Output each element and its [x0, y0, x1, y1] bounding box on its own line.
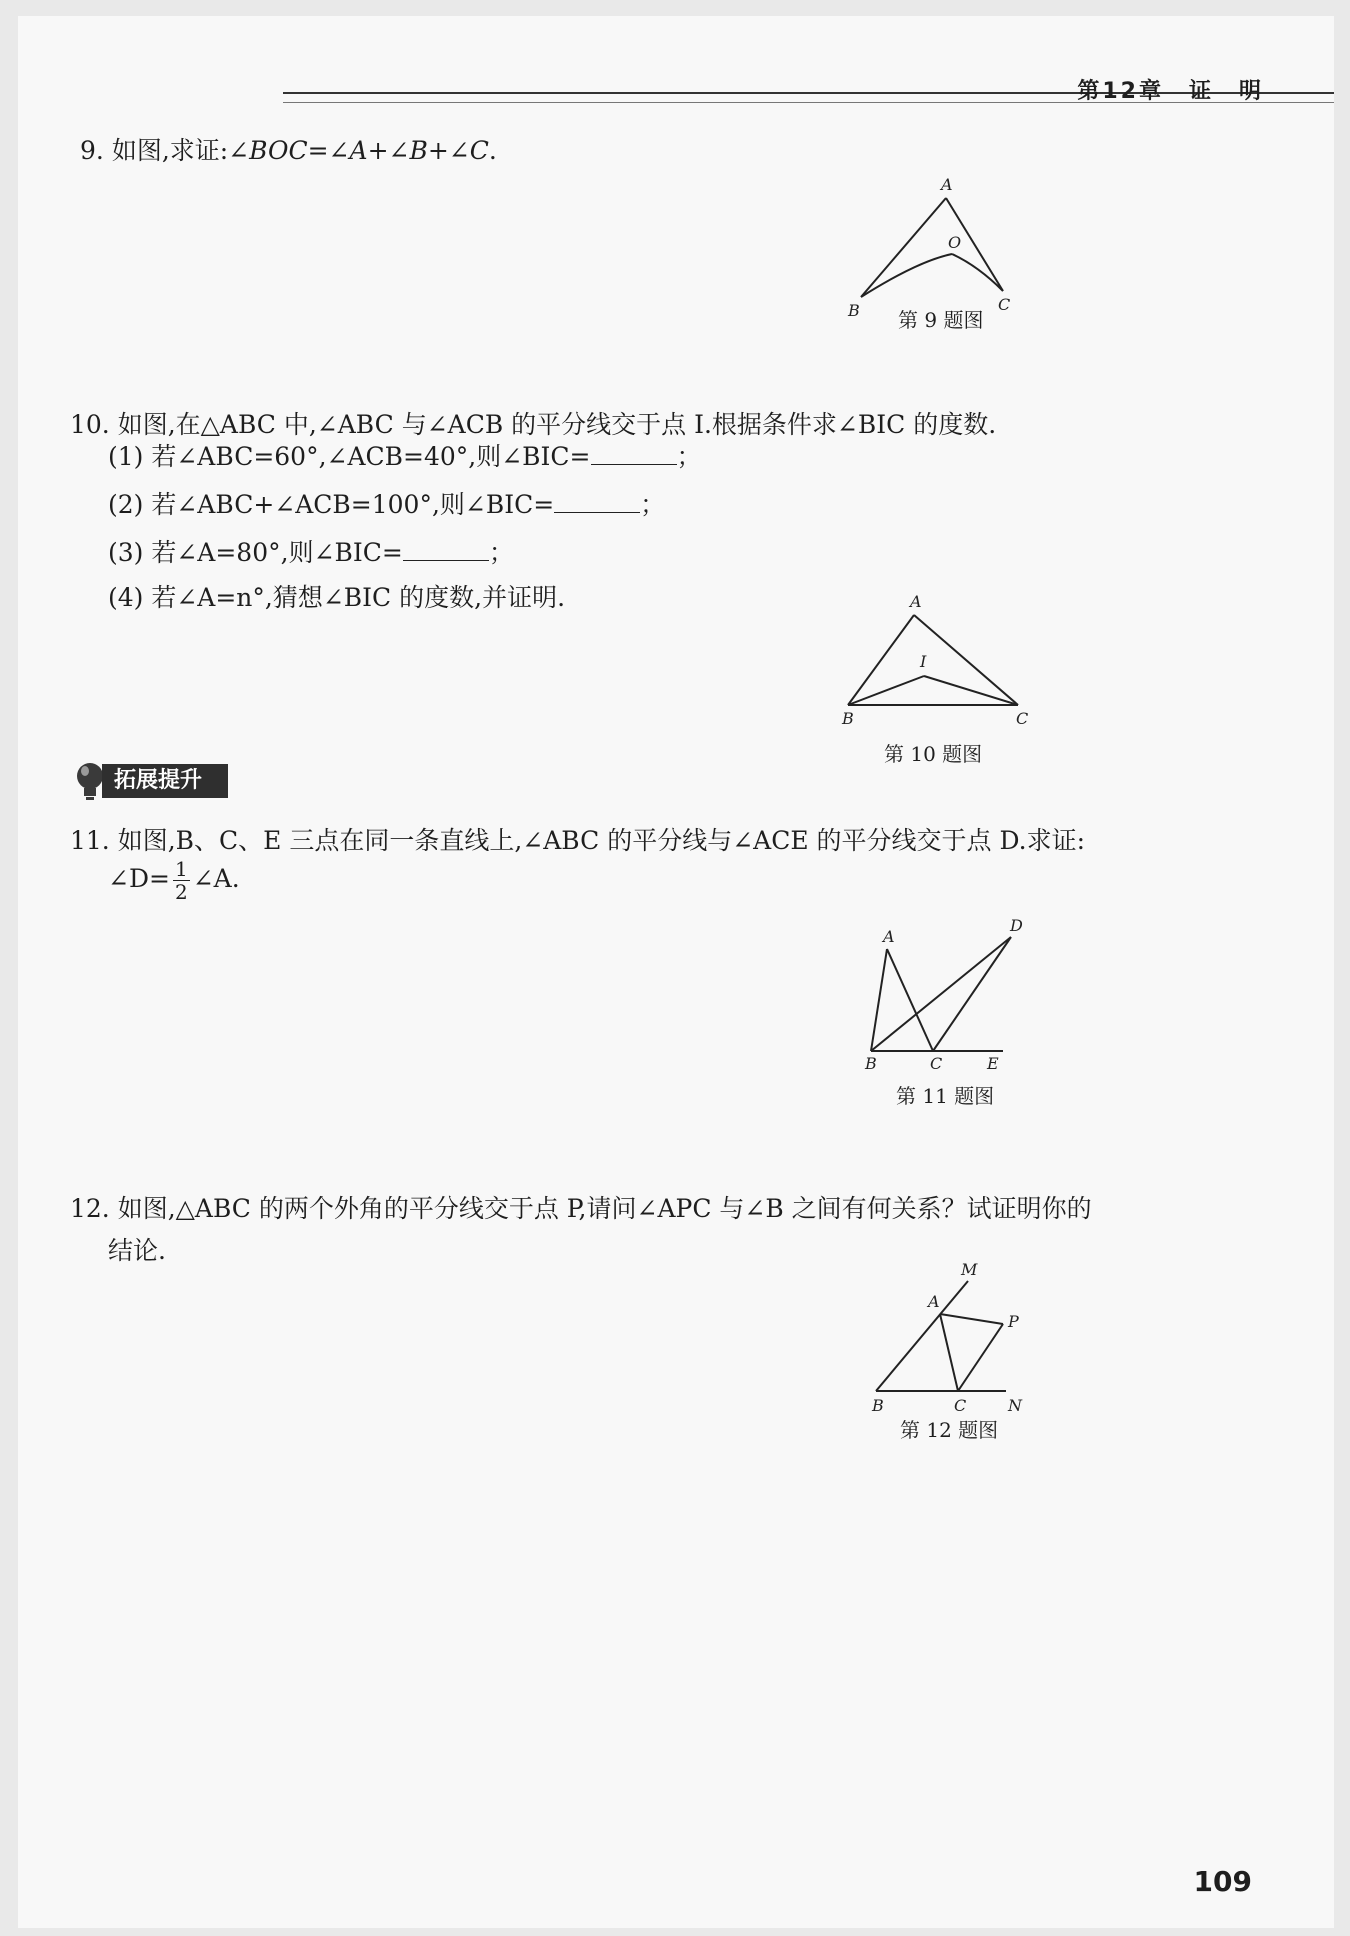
question-number: 9. [80, 136, 104, 165]
math-term: B [409, 136, 428, 165]
sub-question-3 [108, 530, 514, 569]
label-C: C [1016, 709, 1029, 728]
math-op: . [488, 136, 497, 165]
math-op: +∠ [367, 136, 410, 165]
label-A: A [928, 1292, 940, 1311]
question-number: 10. [70, 410, 110, 439]
question-number: 11. [70, 826, 110, 855]
figure-12-caption: 第 12 题图 [900, 1418, 999, 1442]
label-C: C [998, 295, 1011, 314]
question-12-continued: 结论. [108, 1236, 166, 1265]
math-op: =∠ [307, 136, 350, 165]
figure-12 [858, 1251, 1038, 1421]
math-term: A [349, 136, 368, 165]
sub-question-2 [108, 482, 665, 521]
page-number: 109 [1193, 1865, 1252, 1898]
math-op: +∠ [427, 136, 470, 165]
label-C: C [954, 1396, 967, 1415]
label-C: C [930, 1054, 943, 1073]
sub-question-text: (3) 若∠A=80°,则∠BIC= [108, 538, 403, 567]
label-B: B [848, 301, 860, 320]
figure-9-caption: 第 9 题图 [898, 308, 984, 332]
punct: ； [676, 442, 702, 471]
page-sheet [18, 16, 1334, 1928]
label-A: A [883, 927, 895, 946]
label-B: B [872, 1396, 884, 1415]
question-text: 如图,△ABC 的两个外角的平分线交于点 P,请问∠APC 与∠B 之间有何关系？试证明你的 [117, 1194, 1092, 1223]
sub-question-1 [108, 434, 702, 473]
label-I: I [920, 652, 927, 671]
figure-10 [828, 591, 1038, 731]
question-11-equation [108, 858, 240, 903]
sub-question-4: (4) 若∠A=n°,猜想∠BIC 的度数,并证明. [108, 583, 566, 612]
question-text: 如图,在△ABC 中,∠ABC 与∠ACB 的平分线交于点 I.根据条件求∠BIC 的度数. [117, 410, 997, 439]
question-text: 如图,B、C、E 三点在同一条直线上,∠ABC 的平分线与∠ACE 的平分线交于点 D.求证: [117, 826, 1086, 855]
figure-11 [853, 911, 1038, 1081]
question-9 [80, 128, 497, 174]
figure-11-caption: 第 11 题图 [896, 1084, 995, 1108]
fraction-numerator: 1 [174, 857, 188, 881]
label-A: A [941, 175, 953, 194]
figure-10-caption: 第 10 题图 [884, 742, 983, 766]
question-12 [70, 1186, 1092, 1232]
math-term: C [469, 136, 489, 165]
question-text: 如图,求证:∠ [111, 136, 250, 165]
section-tag [70, 760, 230, 802]
fraction-one-half [173, 858, 190, 903]
fraction-denominator: 2 [174, 880, 188, 904]
label-E: E [987, 1054, 999, 1073]
label-O: O [948, 233, 962, 252]
math-term: BOC [249, 136, 308, 165]
label-D: D [1010, 916, 1023, 935]
punct: ； [488, 538, 514, 567]
chapter-header: 第12章 证 明 [1077, 79, 1264, 104]
label-P: P [1008, 1312, 1019, 1331]
question-number: 12. [70, 1194, 110, 1223]
equation-left: ∠D= [108, 864, 170, 893]
label-B: B [842, 709, 854, 728]
sub-question-text: (2) 若∠ABC+∠ACB=100°,则∠BIC= [108, 490, 555, 519]
punct: ； [640, 490, 666, 519]
section-label: 拓展提升 [102, 764, 228, 798]
answer-blank[interactable] [403, 530, 489, 561]
label-A: A [910, 592, 922, 611]
answer-blank[interactable] [554, 482, 640, 513]
label-B: B [865, 1054, 877, 1073]
sub-question-text: (1) 若∠ABC=60°,∠ACB=40°,则∠BIC= [108, 442, 591, 471]
answer-blank[interactable] [591, 434, 677, 465]
label-N: N [1008, 1396, 1022, 1415]
label-M: M [961, 1260, 978, 1279]
equation-right: ∠A. [192, 864, 240, 893]
